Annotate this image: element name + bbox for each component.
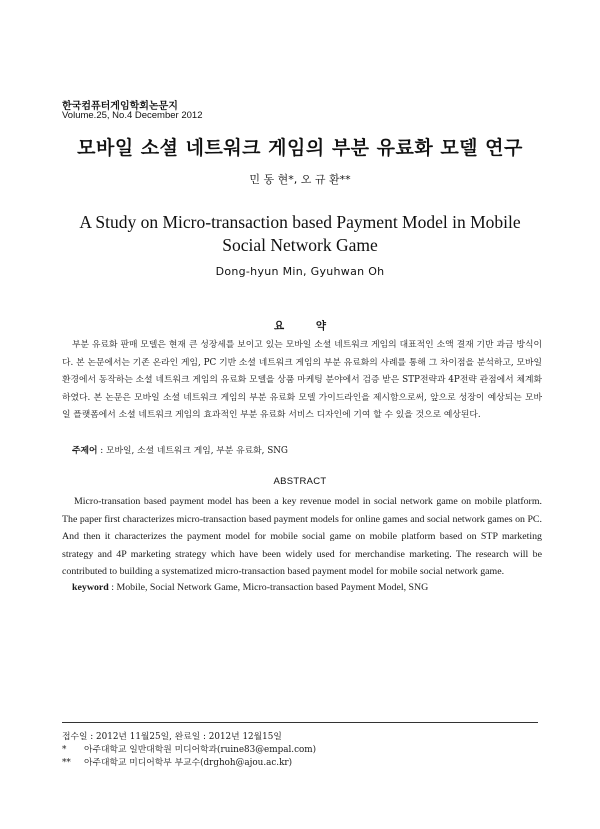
keywords-english-list: : Mobile, Social Network Game, Micro-transaction based Payment Model, SNG xyxy=(108,582,429,593)
volume-info: Volume.25, No.4 December 2012 xyxy=(62,110,203,121)
footnote-author2-text: 아주대학교 미디어학부 부교수(drghoh@ajou.ac.kr) xyxy=(84,758,293,768)
footnote-divider xyxy=(62,722,538,723)
abstract-korean-heading: 요 약 xyxy=(274,320,340,332)
footnote-received: 접수일 : 2012년 11월25일, 완료일 : 2012년 12월15일 xyxy=(62,732,282,742)
abstract-english-heading: ABSTRACT xyxy=(273,476,327,487)
abstract-korean-body: 부분 유료화 판매 모델은 현재 큰 성장세를 보이고 있는 모바일 소셜 네트워크 게임의 대표적인 소액 결재 기반 과금 방식이다. 본 논문에서는 기존 온라인 게임, PC 기반 소셜 네트워크 게임의 부분 유료화의 사례를 통해 그 차이점을 분석하고, 모바일 환경에서 동작하는 소셜 네트워크 게임의 유료화 모델을 상품 마케팅 분야에서 검증 받은 STP전략과 4P전략 관점에서 체계화 하였다. 본 논문은 모바일 소셜 네트워크 게임의 부분 유료화 모델 가이드라인을 제시함으로써, 앞으로 성장이 예상되는 모바일 플랫폼에서 소셜 네트워크 게임의 효과적인 부분 유료화 서비스 디자인에 기여 할 수 있을 것으로 예상된다. xyxy=(62,340,542,421)
footnote-author1 xyxy=(62,742,316,755)
keywords-korean-label: 주제어 xyxy=(72,446,98,456)
authors-korean: 민 동 현*, 오 규 환** xyxy=(249,173,351,186)
keywords-english-label: keyword xyxy=(72,582,109,593)
footnote-author2-mark: ** xyxy=(62,758,71,768)
footnote-author1-mark: * xyxy=(62,745,67,755)
abstract-english-body: Micro-transation based payment model has been a key revenue model in social network game on mobile platform. The paper first characterizes micro-transaction based payment models for online games and social network games on PC. And then it characterizes the payment model for mobile social game on mobile platform based on STP marketing strategy and 4P marketing strategy which have been widely used for merchandise marketing. The research will be contributed to building a systematized micro-transaction based payment model for mobile social network game. xyxy=(62,496,542,578)
authors-english: Dong-hyun Min, Gyuhwan Oh xyxy=(215,265,385,278)
paper-title-english: A Study on Micro-transaction based Payment Model in Mobile Social Network Game xyxy=(79,212,521,255)
keywords-korean-list: : 모바일, 소셜 네트워크 게임, 부분 유료화, SNG xyxy=(97,446,288,456)
footnote-author2 xyxy=(62,755,292,768)
journal-name: 한국컴퓨터게임학회논문지 xyxy=(62,101,178,112)
keywords-english xyxy=(72,582,428,593)
paper-title-korean: 모바일 소셜 네트워크 게임의 부분 유료화 모델 연구 xyxy=(77,137,523,159)
keywords-korean xyxy=(72,443,288,456)
footnote-author1-text: 아주대학교 일반대학원 미디어학과(ruine83@empal.com) xyxy=(84,745,317,755)
